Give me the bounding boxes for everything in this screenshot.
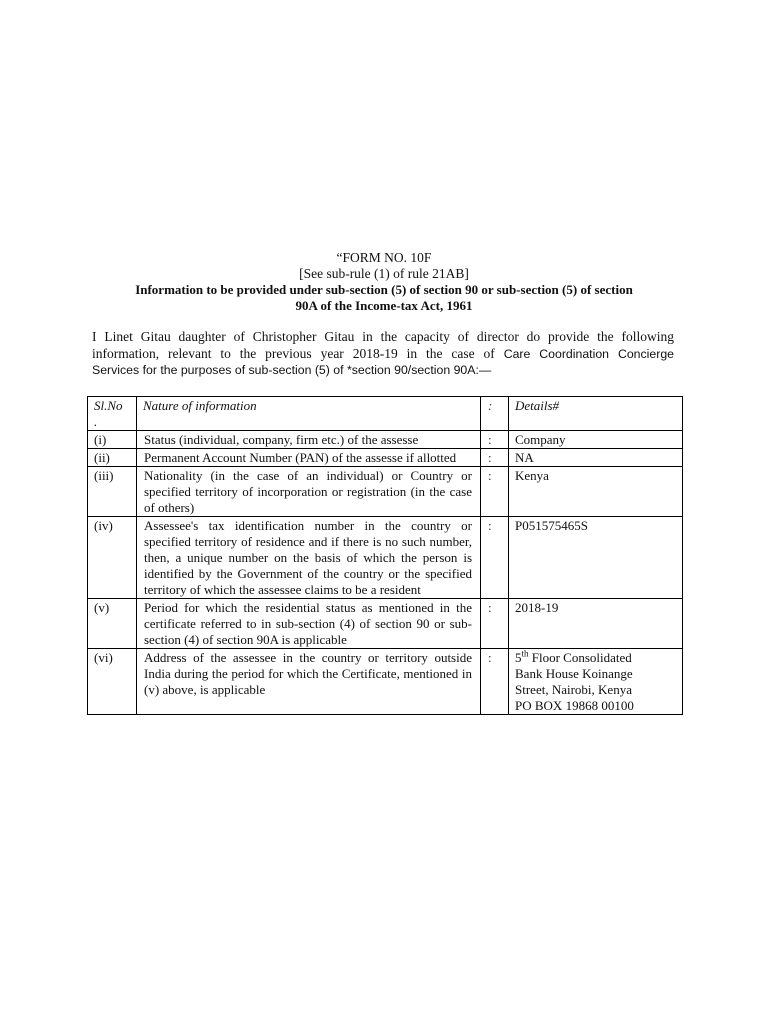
detail-line: PO BOX 19868 00100 [515,698,634,713]
separator-cell: : [481,649,509,715]
nature-cell: Period for which the residential status as mentioned in the certificate referred to in sub-section (4) of section 90 or sub-section (4) of section 90A is applicable [137,599,481,649]
separator-cell: : [481,449,509,467]
sl-no-cell: (iv) [88,517,137,599]
separator-cell: : [481,467,509,517]
details-cell [509,649,683,715]
detail-line: Street, Nairobi, Kenya [515,682,632,697]
declaration-line-2 [92,346,674,363]
sl-no-cell: (i) [88,431,137,449]
details-cell [509,599,683,649]
table-row [88,467,683,517]
table-row [88,649,683,715]
declaration-line-3: Services for the purposes of sub-section (5) of *section 90/section 90A:— [92,363,492,377]
table-row [88,431,683,449]
form-title: “FORM NO. 10F [336,250,432,265]
detail-line: Company [515,432,566,447]
nature-cell: Status (individual, company, firm etc.) of the assesse [137,431,481,449]
declaration-line-2-text: information, relevant to the previous year 2018-19 in the case of [92,345,495,361]
detail-superscript: th [521,648,529,659]
company-name: Care Coordination Concierge [503,346,675,361]
sl-no-cell: (vi) [88,649,137,715]
header-details: Details# [509,397,683,431]
form-heading-line-2: 90A of the Income-tax Act, 1961 [295,298,473,313]
table-row [88,517,683,599]
details-cell [509,449,683,467]
detail-line: Bank House Koinange [515,666,633,681]
sl-no-cell: (iii) [88,467,137,517]
header-separator: : [481,397,509,431]
detail-line: NA [515,450,534,465]
header-sl-no-dot: . [94,414,98,429]
nature-cell: Assessee's tax identification number in the country or specified territory of residence and if there is no such number, then, a unique number on the basis of which the person is identified by the Government of the country or the specified territory of which the assessee claims to be a resident [137,517,481,599]
header-sl-no-label: Sl.No [94,398,123,413]
sl-no-cell: (v) [88,599,137,649]
detail-line: 2018-19 [515,600,559,615]
details-cell [509,431,683,449]
form-subrule: [See sub-rule (1) of rule 21AB] [299,266,469,281]
detail-line: Kenya [515,468,549,483]
information-table [87,396,683,715]
table-row [88,599,683,649]
form-heading [0,250,768,314]
table-row [88,449,683,467]
declaration-line-1: I Linet Gitau daughter of Christopher Gitau in the capacity of director do provide the following [92,329,674,344]
separator-cell: : [481,517,509,599]
table-header-row [88,397,683,431]
header-sl-no [88,397,137,431]
nature-cell: Address of the assessee in the country or territory outside India during the period for which the Certificate, mentioned in (v) above, is applicable [137,649,481,715]
nature-cell: Permanent Account Number (PAN) of the assesse if allotted [137,449,481,467]
separator-cell: : [481,599,509,649]
separator-cell: : [481,431,509,449]
detail-text: 5 [515,650,522,665]
header-nature: Nature of information [137,397,481,431]
sl-no-cell: (ii) [88,449,137,467]
detail-line: P051575465S [515,518,588,533]
information-table-body [88,397,683,715]
nature-cell: Nationality (in the case of an individual) or Country or specified territory of incorporation or registration (in the case of others) [137,467,481,517]
form-heading-line-1: Information to be provided under sub-section (5) of section 90 or sub-section (5) of section [135,282,633,297]
detail-line [515,650,676,666]
details-cell [509,517,683,599]
details-cell [509,467,683,517]
detail-text: Floor Consolidated [528,650,632,665]
declaration-paragraph [92,329,674,379]
